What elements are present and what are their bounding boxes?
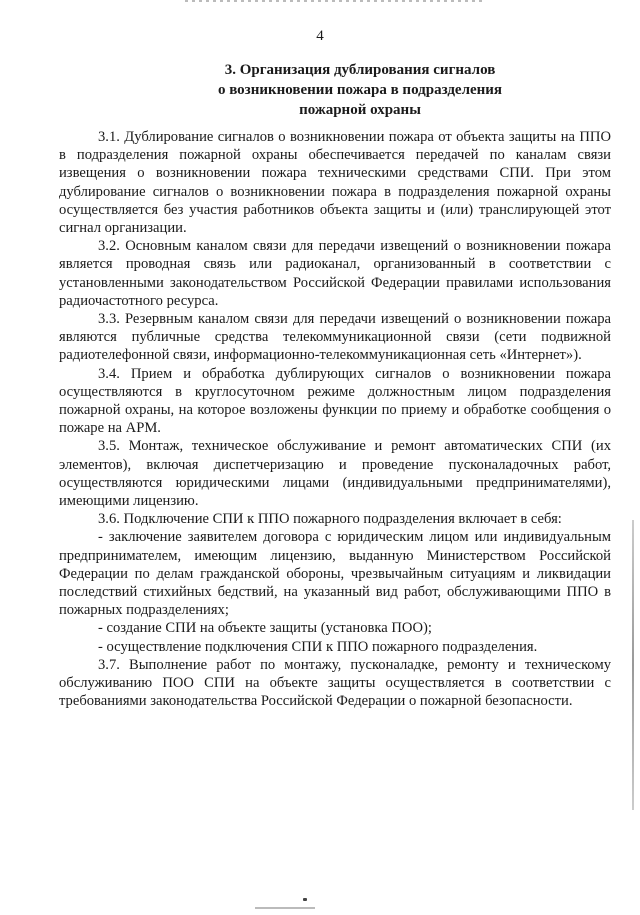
paragraph-3-2: 3.2. Основным каналом связи для передачи извещений о возникновении пожара является проводная связь или радиоканал, организованный в соответствии с установленными законодательством Российской Федерации правилами использования радиочастотного ресурса. bbox=[59, 238, 611, 309]
section-heading bbox=[150, 60, 570, 120]
page-number: 4 bbox=[316, 28, 324, 44]
scan-artifact-right bbox=[632, 520, 634, 810]
paragraph-3-3: 3.3. Резервным каналом связи для передачи извещений о возникновении пожара являются публичные средства телекоммуникационной связи (сети подвижной радиотелефонной связи, информационно-телекоммуникационная сеть «Интернет»). bbox=[59, 311, 611, 364]
section-body bbox=[59, 128, 611, 711]
paragraph-3-1: 3.1. Дублирование сигналов о возникновении пожара от объекта защиты на ППО в подразделения пожарной охраны обеспечивается передачей по каналам связи извещения о возникновении пожара техническими средствами СПИ. При этом дублирование сигналов о возникновении пожара в подразделения пожарной охраны осуществляется без участия работников объекта защиты и (или) транслирующей этот сигнал организации. bbox=[59, 129, 611, 237]
paragraph-3-6: 3.6. Подключение СПИ к ППО пожарного подразделения включает в себя: bbox=[98, 511, 562, 528]
section-heading-line: 3. Организация дублирования сигналов bbox=[224, 62, 496, 78]
section-heading-line: о возникновении пожара в подразделения bbox=[217, 82, 503, 98]
paragraph-3-5: 3.5. Монтаж, техническое обслуживание и ремонт автоматических СПИ (их элементов), включая диспетчеризацию и проведение пусконаладочных работ, осуществляются юридическими лицами (индивидуальными предпринимателями), имеющими лицензию. bbox=[59, 438, 611, 510]
list-item-connect-spi: - осуществление подключения СПИ к ППО пожарного подразделения. bbox=[98, 638, 538, 655]
list-item-contract: - заключение заявителем договора с юридическим лицом или индивидуальным предпринимателем, имеющим лицензию, выданную Министерством Российской Федерации по делам гражданской обороны, чрезвычайным ситуациям и ликвидации последствий стихийных бедствий, на указанный вид работ, обслуживающими ППО в пожарных подразделениях; bbox=[59, 529, 611, 619]
paragraph-3-4: 3.4. Прием и обработка дублирующих сигналов о возникновении пожара осуществляются в круглосуточном режиме должностным лицом подразделения пожарной охраны, на которое возложены функции по приему и обработке сообщения о пожаре на АРМ. bbox=[59, 365, 611, 437]
scan-artifact-top bbox=[185, 0, 485, 2]
scan-artifact-bottom bbox=[255, 907, 315, 909]
scan-artifact-dot bbox=[303, 898, 307, 901]
list-item-create-spi: - создание СПИ на объекте защиты (установка ПОО); bbox=[98, 620, 432, 637]
section-heading-line: пожарной охраны bbox=[299, 102, 421, 118]
paragraph-3-7: 3.7. Выполнение работ по монтажу, пусконаладке, ремонту и техническому обслуживанию ПОО СПИ на объекте защиты осуществляется в соответствии с требованиями законодательства Российской Федерации о пожарной безопасности. bbox=[59, 656, 611, 710]
